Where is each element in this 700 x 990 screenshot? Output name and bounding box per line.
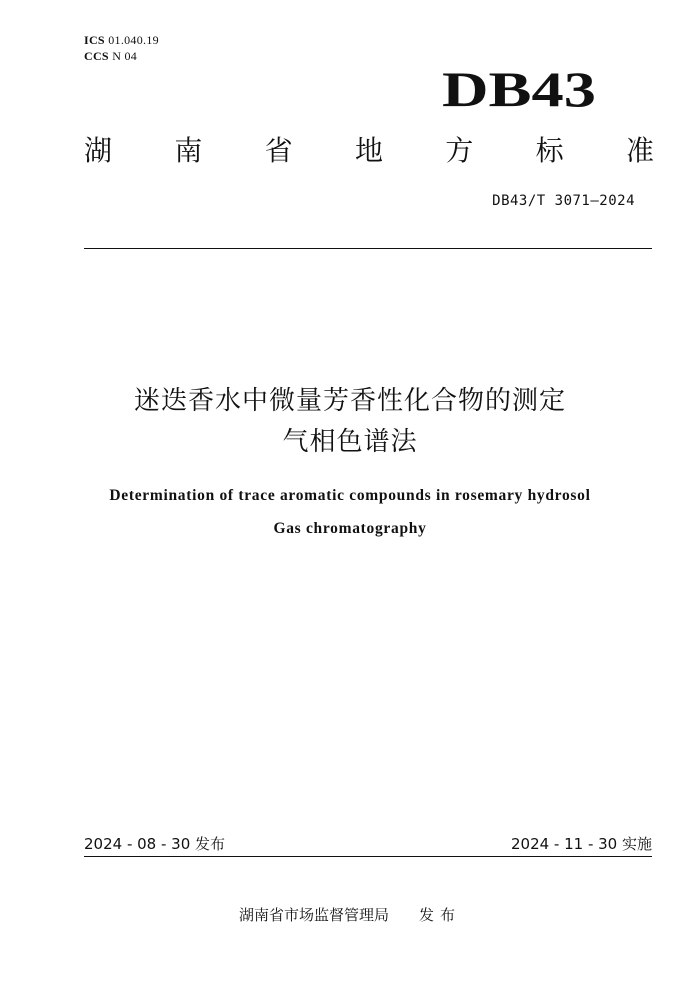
issuer-name: 湖南省市场监督管理局 xyxy=(238,906,389,924)
ics-line xyxy=(84,32,159,48)
standard-type-char: 标 xyxy=(535,134,564,167)
top-divider xyxy=(84,248,652,249)
implement-date: 2024 - 11 - 30 实施 xyxy=(510,835,652,853)
publish-date: 2024 - 08 - 30 发布 xyxy=(84,835,226,853)
db43-logo-text: DB43 xyxy=(442,62,596,114)
ics-label: ICS xyxy=(84,33,105,47)
standard-type-char: 省 xyxy=(264,134,293,167)
title-en-line2: Gas chromatography xyxy=(273,520,427,537)
bottom-divider xyxy=(84,856,652,857)
standard-type-heading xyxy=(84,134,654,168)
ccs-value: N 04 xyxy=(112,49,138,63)
issuer-line xyxy=(0,904,700,925)
classification-codes xyxy=(84,32,159,64)
standard-type-char: 南 xyxy=(174,134,203,167)
standard-type-char: 湖 xyxy=(84,134,113,167)
db43-logo xyxy=(440,62,600,114)
standard-number: DB43/T 3071—2024 xyxy=(492,193,635,209)
standard-type-char: 准 xyxy=(625,134,654,167)
title-zh-line2: 气相色谱法 xyxy=(282,427,418,457)
ics-value: 01.040.19 xyxy=(108,33,159,47)
standard-type-char: 方 xyxy=(445,134,474,167)
ccs-line xyxy=(84,48,159,64)
title-en-line1: Determination of trace aromatic compounds in rosemary hydrosol xyxy=(109,487,591,504)
issuer-action: 发布 xyxy=(419,906,462,924)
standard-type-char: 地 xyxy=(354,134,383,167)
title-zh-line1: 迷迭香水中微量芳香性化合物的测定 xyxy=(133,386,566,416)
ccs-label: CCS xyxy=(84,49,109,63)
